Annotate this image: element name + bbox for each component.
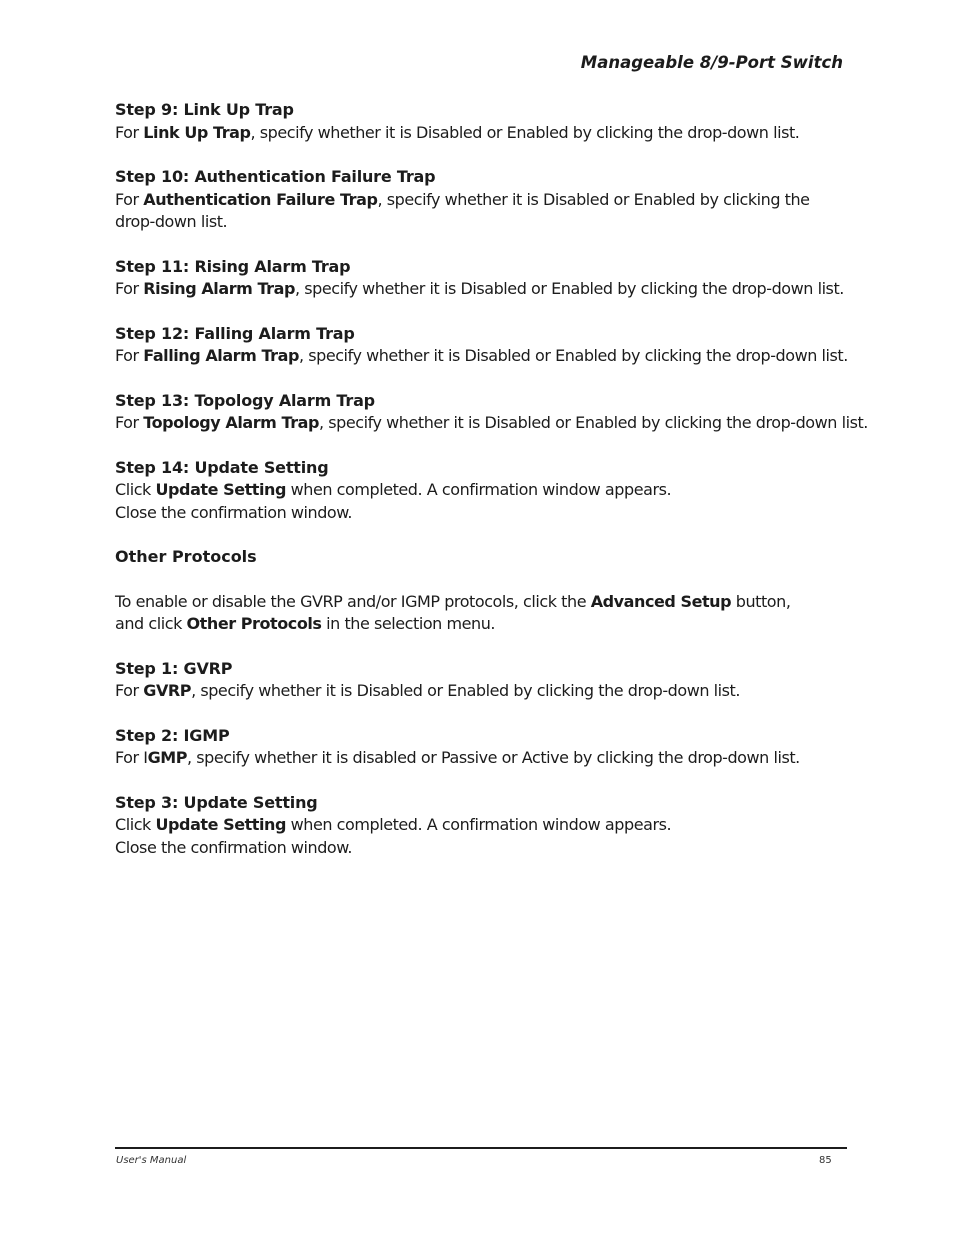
step-heading: Step 1: GVRP (115, 658, 233, 678)
text-run: Click (115, 480, 156, 499)
step-section (115, 99, 915, 144)
body-text-line (115, 479, 915, 502)
text-run: For (115, 189, 144, 209)
text-run: and click (115, 614, 187, 633)
body-text-line (115, 502, 915, 525)
step-section (115, 658, 915, 703)
text-run: , specify whether it is Disabled or Enabled by clicking the drop-down list. (191, 681, 741, 700)
footer-divider (115, 1147, 847, 1149)
text-run: , specify whether it is Disabled or Enabled by clicking the drop-down list. (294, 279, 844, 298)
text-run: when completed. A confirmation window appears. (285, 480, 672, 499)
text-run: , specify whether it is Disabled or Enabled by clicking the (377, 189, 810, 209)
step-section (115, 390, 915, 435)
text-run: in the selection menu. (321, 614, 496, 633)
emphasized-term: Advanced Setup (590, 591, 732, 611)
step-section (115, 256, 915, 301)
emphasized-term: Other Protocols (186, 614, 322, 633)
step-section (115, 792, 915, 860)
running-header-title: Manageable 8/9-Port Switch (580, 53, 843, 72)
text-run: For (115, 279, 144, 298)
other-protocols-intro (115, 591, 915, 636)
emphasized-term: Update Setting (155, 815, 286, 834)
step-section (115, 323, 915, 368)
text-run: For (115, 681, 144, 700)
text-run: For (115, 346, 144, 365)
step-heading: Step 2: IGMP (115, 725, 230, 745)
text-run: Close the confirmation window. (115, 837, 353, 857)
body-text-line (115, 613, 915, 636)
body-text-line (115, 412, 915, 435)
body-text-line (115, 591, 915, 614)
step-section (115, 166, 915, 234)
step-section (115, 725, 915, 770)
body-text-line (115, 680, 915, 703)
emphasized-term: GMP (147, 748, 187, 767)
text-run: To enable or disable the GVRP and/or IGMP protocols, click the (115, 591, 591, 611)
step-heading: Step 10: Authentication Failure Trap (115, 167, 436, 186)
step-heading: Step 14: Update Setting (115, 457, 329, 477)
body-text-line (115, 122, 915, 145)
text-run: , specify whether it is disabled or Passive or Active by clicking the drop-down list. (187, 748, 800, 767)
emphasized-term: Update Setting (155, 480, 286, 499)
protocol-steps-list (115, 658, 915, 860)
text-run: For (115, 413, 144, 432)
text-run: Click (115, 815, 156, 834)
page-body (115, 99, 915, 881)
emphasized-term: Authentication Failure Trap (143, 189, 378, 209)
step-section (115, 457, 915, 525)
text-run: Close the confirmation window. (115, 502, 353, 522)
body-text-line (115, 278, 915, 301)
emphasized-term: GVRP (143, 681, 192, 700)
text-run: , specify whether it is Disabled or Enabled by clicking the drop-down list. (319, 413, 868, 432)
emphasized-term: Link Up Trap (143, 122, 251, 142)
text-run: button, (731, 591, 791, 611)
step-heading: Step 9: Link Up Trap (115, 100, 294, 119)
step-heading: Step 3: Update Setting (115, 792, 318, 812)
footer-manual-label: User's Manual (116, 1155, 187, 1166)
step-heading: Step 11: Rising Alarm Trap (115, 256, 351, 276)
text-run: , specify whether it is Disabled or Enabled by clicking the drop-down list. (298, 346, 848, 365)
emphasized-term: Topology Alarm Trap (143, 413, 319, 432)
text-run: when completed. A confirmation window appears. (285, 815, 672, 834)
body-text-line (115, 189, 915, 212)
body-text-line (115, 211, 915, 234)
step-heading: Step 12: Falling Alarm Trap (115, 323, 355, 343)
emphasized-term: Rising Alarm Trap (143, 279, 295, 298)
body-text-line (115, 814, 915, 837)
emphasized-term: Falling Alarm Trap (143, 346, 299, 365)
text-run: For I (115, 748, 148, 767)
body-text-line (115, 837, 915, 860)
step-heading: Step 13: Topology Alarm Trap (115, 390, 375, 410)
text-run: drop-down list. (115, 212, 228, 231)
page-number: 85 (819, 1155, 832, 1166)
body-text-line (115, 345, 915, 368)
other-protocols-heading: Other Protocols (115, 547, 257, 566)
text-run: , specify whether it is Disabled or Enabled by clicking the drop-down list. (250, 122, 800, 142)
trap-steps-list (115, 99, 915, 524)
body-text-line (115, 747, 915, 770)
text-run: For (115, 122, 144, 142)
